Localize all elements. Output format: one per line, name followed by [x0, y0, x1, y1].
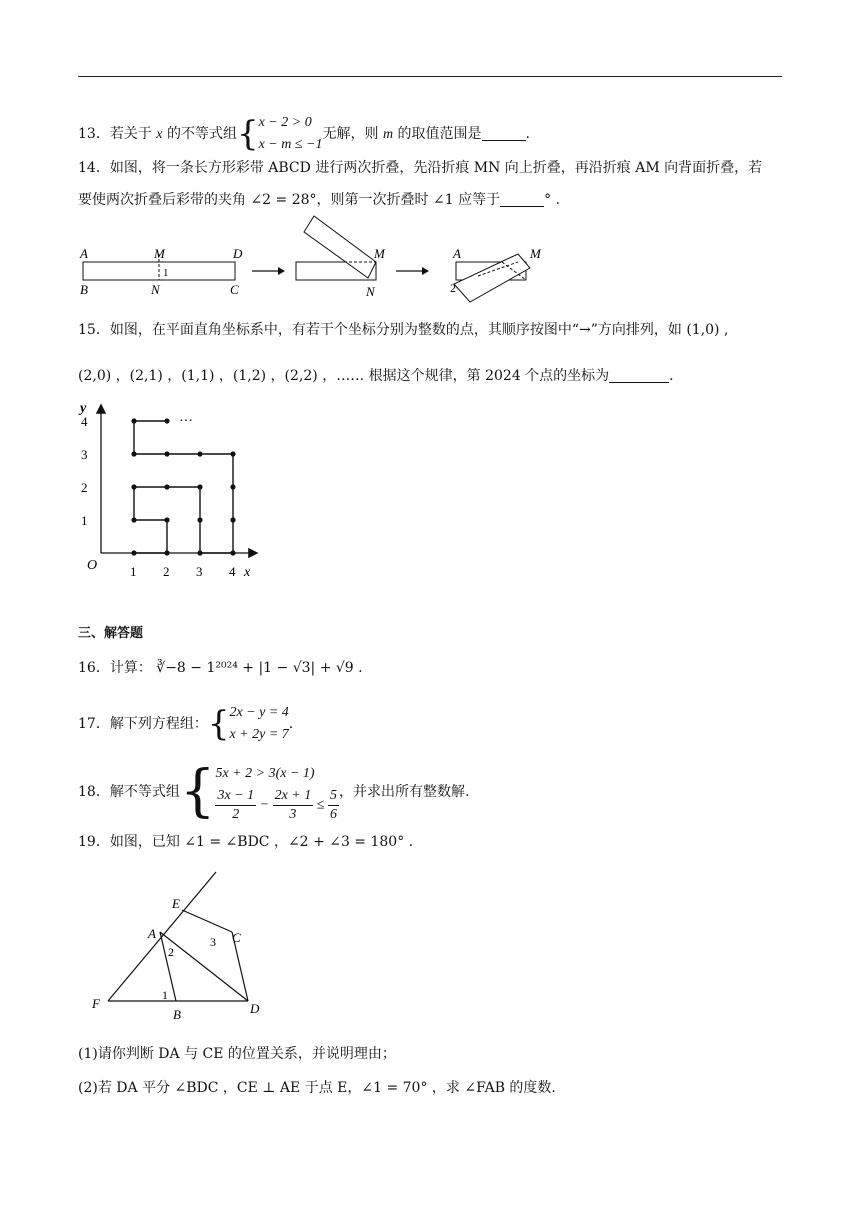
- question-15-line-1: [78, 320, 728, 340]
- point: [164, 517, 169, 522]
- q13-text: 若关于: [109, 126, 152, 142]
- origin-label: O: [87, 558, 98, 573]
- point: [131, 451, 136, 456]
- question-number: 19．: [78, 834, 110, 850]
- q18-tail: ，并求出所有整数解.: [338, 784, 470, 800]
- label-b: B: [173, 1007, 181, 1022]
- answer-blank[interactable]: [609, 368, 669, 383]
- ray-fa-extended: [108, 872, 216, 1001]
- label-d: D: [233, 246, 243, 261]
- variable-m: m: [382, 127, 394, 142]
- question-15-line-2: [78, 366, 674, 386]
- angle-3-label: 3: [210, 935, 216, 949]
- fraction: [215, 787, 256, 824]
- q15-text: 如图，在平面直角坐标系中，有若干个坐标分别为整数的点，其顺序按图中“→”方向排列，如 (1,0) ,: [109, 322, 729, 338]
- point: [230, 484, 235, 489]
- y-axis-label: y: [80, 401, 87, 416]
- section-heading: 三、解答题: [78, 626, 144, 641]
- inequality-1: 5x + 2 > 3(x − 1): [215, 765, 315, 781]
- point: [164, 550, 169, 555]
- point: [197, 550, 202, 555]
- numerator: 2x + 1: [273, 787, 314, 806]
- q19-part-2: (2)若 DA 平分 ∠BDC ，CE ⊥ AE 于点 E，∠1 = 70° ，求 ∠FAB 的度数.: [78, 1080, 556, 1096]
- angle-2-label: 2: [450, 281, 456, 295]
- question-17: [78, 702, 293, 746]
- denominator: 3: [289, 806, 297, 822]
- q19-text: 如图，已知 ∠1 = ∠BDC ，∠2 + ∠3 = 180° .: [109, 834, 414, 850]
- point: [164, 484, 169, 489]
- label-d: D: [250, 1001, 260, 1016]
- angle-1-label: 1: [163, 267, 169, 279]
- label-n: N: [366, 284, 375, 299]
- point: [131, 484, 136, 489]
- le-sign: ≤: [316, 797, 325, 813]
- q14-end: ° .: [544, 192, 560, 208]
- denominator: 6: [329, 806, 337, 822]
- question-14-line-1: [78, 158, 762, 178]
- label-c: C: [230, 282, 239, 297]
- equation-2: x + 2y = 7: [229, 727, 289, 742]
- x-tick-label: 4: [229, 564, 236, 579]
- label-e: E: [172, 896, 180, 911]
- y-tick-label: 4: [81, 414, 88, 429]
- question-number: 18．: [78, 784, 110, 800]
- fraction: [328, 787, 339, 824]
- q14-text: 要使两次折叠后彩带的夹角 ∠2 = 28°，则第一次折叠时 ∠1 应等于: [78, 192, 501, 208]
- q16-end: .: [353, 660, 363, 676]
- angle-2-label: 2: [168, 945, 174, 959]
- point: [197, 484, 202, 489]
- question-13: [78, 112, 530, 156]
- q15-end: .: [669, 368, 674, 384]
- question-18: [78, 760, 469, 824]
- answer-blank[interactable]: [482, 126, 526, 141]
- geometry-figure: [88, 868, 278, 1028]
- x-tick-label: 2: [163, 564, 170, 579]
- question-number: 15．: [78, 322, 110, 338]
- q18-label: 解不等式组: [109, 784, 180, 800]
- inequality-2: x − m ≤ −1: [258, 137, 323, 152]
- minus-sign: −: [259, 797, 270, 813]
- q19-part-1: (1)请你判断 DA 与 CE 的位置关系，并说明理由；: [78, 1046, 396, 1062]
- spiral-path: [134, 421, 233, 553]
- q14-text: 如图，将一条长方形彩带 ABCD 进行两次折叠，先沿折痕 MN 向上折叠，再沿折痕 AM 向背面折叠，若: [109, 160, 763, 176]
- label-m: M: [530, 246, 541, 261]
- point: [131, 550, 136, 555]
- question-number: 16．: [78, 660, 110, 676]
- q13-text: 无解，则: [322, 126, 379, 142]
- point: [164, 451, 169, 456]
- continuation-ellipsis: ···: [179, 414, 193, 429]
- label-c: C: [232, 930, 241, 945]
- q13-end: .: [525, 126, 530, 142]
- q13-text: 的不等式组: [166, 126, 237, 142]
- point: [131, 418, 136, 423]
- label-a: A: [453, 246, 461, 261]
- system-brace: {: [179, 759, 216, 824]
- point: [230, 517, 235, 522]
- segment-ec: [182, 910, 232, 932]
- inequality-system: [259, 112, 323, 156]
- equation-1: 2x − y = 4: [229, 705, 289, 720]
- x-tick-label: 3: [196, 564, 203, 579]
- numerator: 3x − 1: [215, 787, 256, 806]
- question-16: [78, 658, 363, 678]
- label-a: A: [80, 246, 88, 261]
- y-tick-label: 2: [81, 480, 88, 495]
- question-number: 17．: [78, 716, 110, 732]
- arrow-head-icon: [278, 267, 285, 275]
- label-m: M: [154, 246, 165, 261]
- label-b: B: [80, 282, 88, 297]
- inequality-2: [215, 787, 338, 824]
- variable-x: x: [156, 127, 163, 142]
- system-brace: {: [207, 704, 230, 744]
- angle-1-label: 1: [162, 988, 168, 1002]
- header-rule: [78, 76, 782, 77]
- x-axis-label: x: [244, 565, 251, 580]
- question-19: [78, 832, 413, 852]
- q16-label: 计算：: [109, 660, 152, 676]
- point: [230, 550, 235, 555]
- inequality-1: x − 2 > 0: [258, 115, 312, 130]
- point: [131, 517, 136, 522]
- y-tick-label: 3: [81, 447, 88, 462]
- q16-expression: ∛−8 − 1²⁰²⁴ + |1 − √3| + √9: [156, 660, 354, 676]
- equation-system: [229, 702, 288, 746]
- system-brace: {: [236, 114, 259, 154]
- arrow-head-icon: [422, 267, 429, 275]
- question-number: 13．: [78, 126, 110, 142]
- denominator: 2: [232, 806, 240, 822]
- label-f: F: [92, 996, 100, 1011]
- q13-text: 的取值范围是: [397, 126, 482, 142]
- answer-blank[interactable]: [500, 192, 544, 207]
- y-tick-label: 1: [81, 513, 88, 528]
- q17-end: .: [288, 716, 294, 732]
- q17-label: 解下列方程组：: [109, 716, 208, 732]
- point: [197, 451, 202, 456]
- coordinate-path-graph: [78, 394, 278, 584]
- label-m: M: [374, 246, 385, 261]
- point: [230, 451, 235, 456]
- folding-diagram: [78, 240, 558, 310]
- question-14-line-2: [78, 190, 560, 210]
- strip-bottom: [454, 254, 530, 302]
- inequality-system: [215, 761, 338, 824]
- q15-text: (2,0) ，(2,1) ，(1,1) ，(1,2) ，(2,2) ，…… 根据这个规律，第 2024 个点的坐标为: [78, 368, 610, 384]
- label-a: A: [148, 926, 156, 941]
- fraction: [273, 787, 314, 824]
- label-n: N: [151, 282, 160, 297]
- x-tick-label: 1: [130, 564, 137, 579]
- point: [164, 418, 169, 423]
- question-number: 14．: [78, 160, 110, 176]
- strip-folded-up: [304, 216, 376, 278]
- numerator: 5: [328, 787, 339, 806]
- point: [197, 517, 202, 522]
